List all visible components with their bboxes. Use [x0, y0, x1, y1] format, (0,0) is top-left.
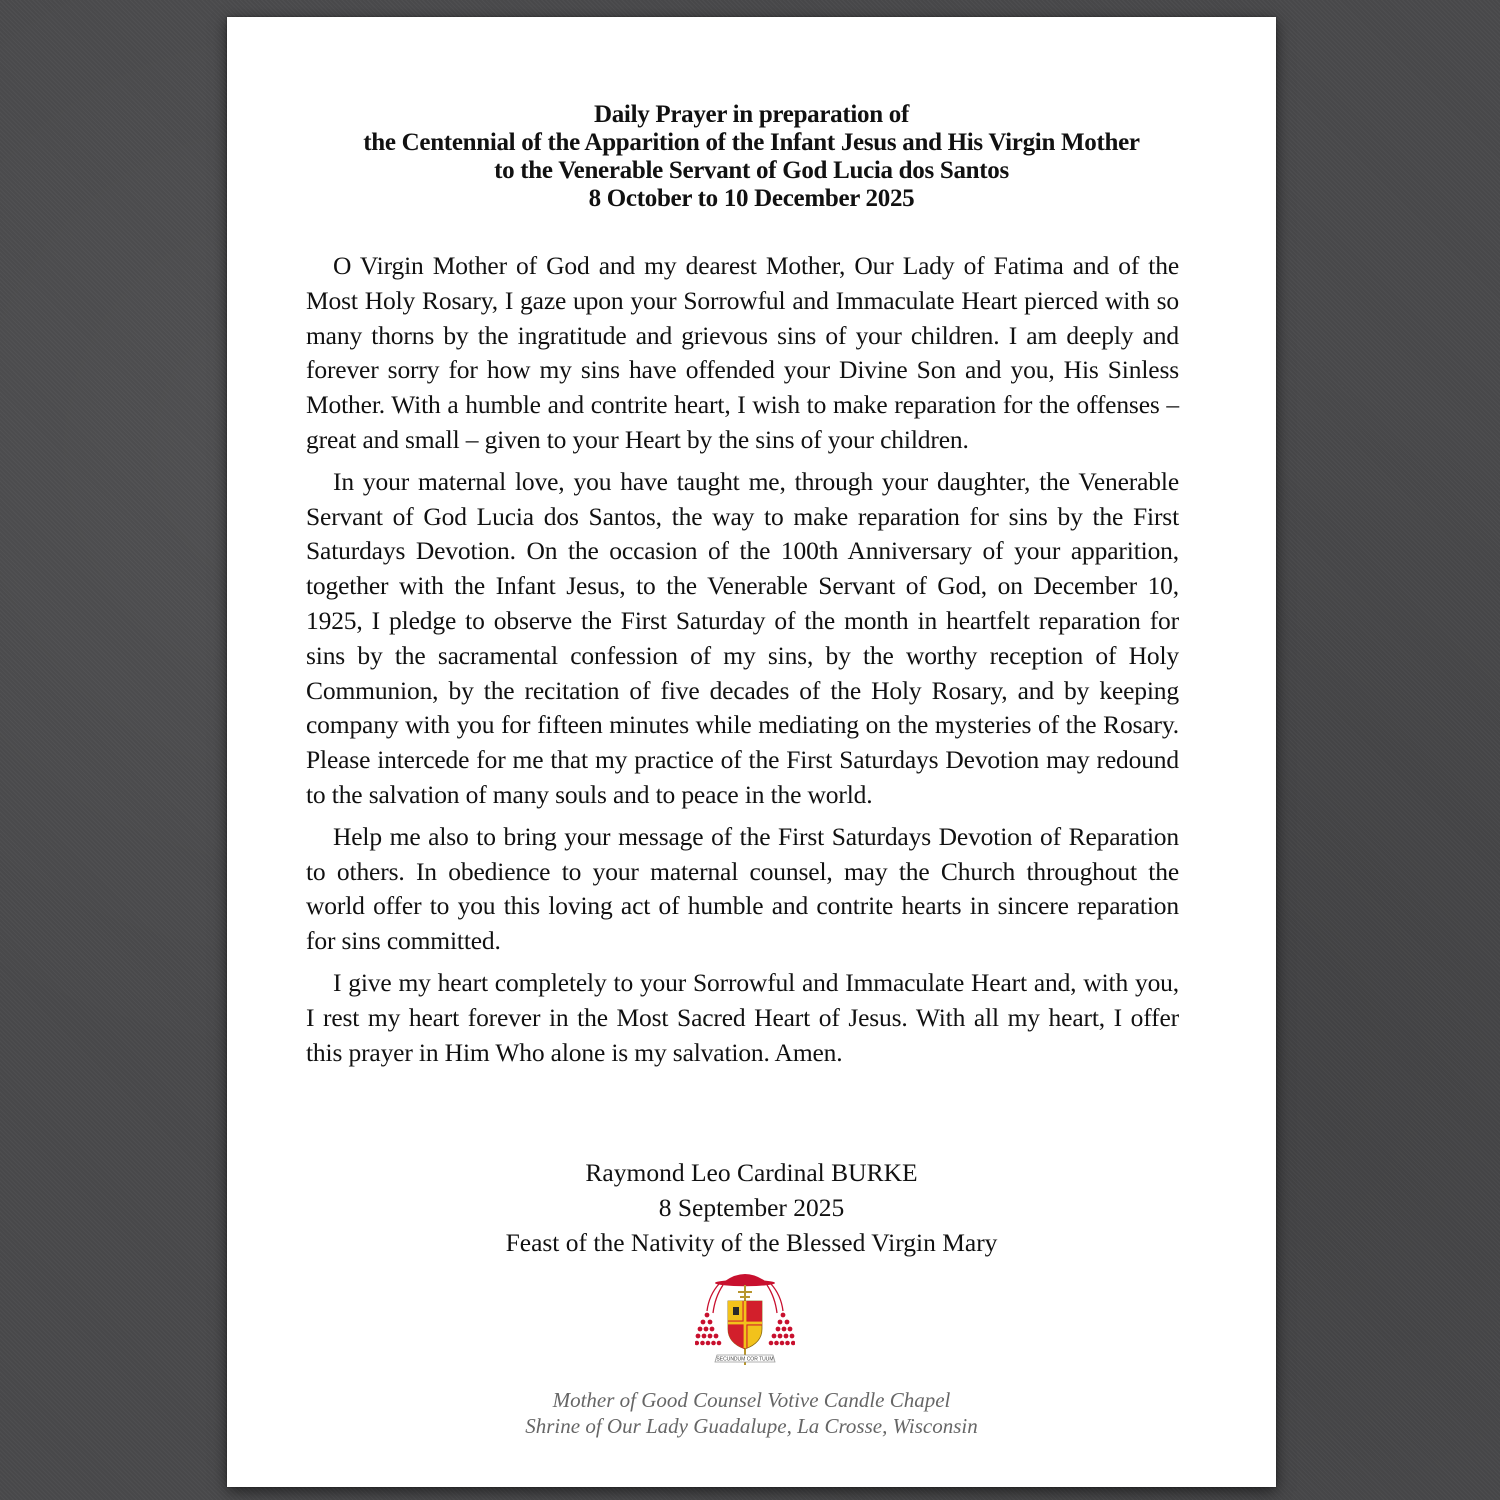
prayer-body [306, 249, 1179, 1077]
footer [227, 1387, 1276, 1439]
prayer-paragraph-4: I give my heart completely to your Sorrowful and Immaculate Heart and, with you, I rest my heart forever in the Most Sacred Heart of Jesus. With all my heart, I offer this prayer in Him Who alone is my salvation. Amen. [306, 967, 1179, 1067]
page-title [227, 101, 1276, 213]
signature-block [227, 1156, 1276, 1260]
prayer-paragraph-2: In your maternal love, you have taught me, through your daughter, the Venerable Servant of God Lucia dos Santos, the way to make reparation for sins by the First Saturdays Devotion. On the occasion of the 100th Anniversary of your apparition, together with the Infant Jesus, to the Venerable Servant of God, on December 10, 1925, I pledge to observe the First Saturday of the month in heartfelt reparation for sins by the sacramental confession of my sins, by the worthy reception of Holy Communion, by the recitation of five decades of the Holy Rosary, and by keeping company with you for fifteen minutes while mediating on the mysteries of the Rosary. Please intercede for me that my practice of the First Saturdays Devotion may redound to the salvation of many souls and to peace in the world. [306, 466, 1179, 809]
prayer-paragraph-3: Help me also to bring your message of the First Saturdays Devotion of Reparation to others. In obedience to your maternal counsel, may the Church throughout the world offer to you this loving act of humble and contrite hearts in sincere reparation for sins committed. [306, 821, 1179, 956]
signature-date: 8 September 2025 [658, 1192, 845, 1222]
title-line-1: Daily Prayer in preparation of [593, 101, 910, 128]
prayer-card [227, 17, 1276, 1487]
footer-line-2: Shrine of Our Lady Guadalupe, La Crosse, Wisconsin [525, 1414, 978, 1438]
title-line-2: the Centennial of the Apparition of the Infant Jesus and His Virgin Mother [363, 129, 1140, 156]
footer-line-1: Mother of Good Counsel Votive Candle Chapel [552, 1388, 951, 1412]
crest-motto: SECUNDUM COR TUUM [716, 1356, 774, 1363]
title-line-4: 8 October to 10 December 2025 [588, 185, 915, 212]
signature-feast: Feast of the Nativity of the Blessed Virgin Mary [505, 1227, 998, 1257]
signature-name: Raymond Leo Cardinal BURKE [585, 1158, 918, 1187]
prayer-paragraph-1: O Virgin Mother of God and my dearest Mother, Our Lady of Fatima and of the Most Holy Rosary, I gaze upon your Sorrowful and Immaculate Heart pierced with so many thorns by the ingratitude and grievous sins of your children. I am deeply and forever sorry for how my sins have offended your Divine Son and you, His Sinless Mother. With a humble and contrite heart, I wish to make reparation for the offenses – great and small – given to your Heart by the sins of your children. [306, 251, 1179, 454]
coat-of-arms-icon [695, 1267, 795, 1375]
title-line-3: to the Venerable Servant of God Lucia dos Santos [494, 157, 1009, 184]
